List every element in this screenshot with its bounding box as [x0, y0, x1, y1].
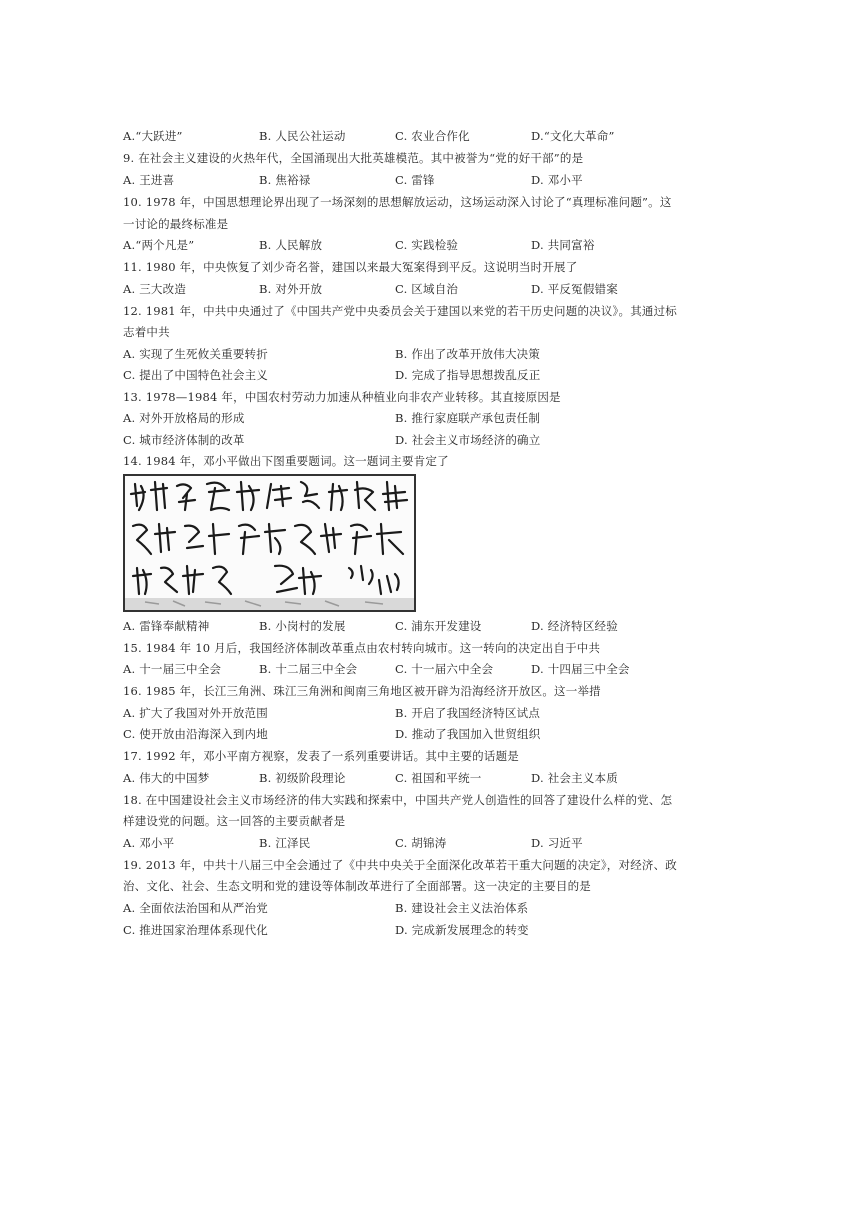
- q9-stem: 9. 在社会主义建设的火热年代，全国涌现出大批英雄模范。其中被誉为“党的好干部”的是: [123, 151, 584, 165]
- option: C. 农业合作化: [395, 129, 470, 143]
- option: D. 完成新发展理念的转变: [395, 923, 529, 937]
- option: C. 十一届六中全会: [395, 662, 494, 676]
- option: A. 全面依法治国和从严治党: [123, 901, 268, 915]
- option: D. 社会主义本质: [531, 771, 618, 785]
- option: A. 三大改造: [123, 282, 187, 296]
- option: C. 区域自治: [395, 282, 459, 296]
- option: C. 胡锦涛: [395, 836, 447, 850]
- option: A. 伟大的中国梦: [123, 771, 210, 785]
- inscription-image: [123, 474, 416, 612]
- q14-stem: 14. 1984 年，邓小平做出下图重要题词。这一题词主要肯定了: [123, 454, 449, 468]
- q17-stem: 17. 1992 年，邓小平南方视察，发表了一系列重要讲话。其中主要的话题是: [123, 749, 519, 763]
- option: C. 祖国和平统一: [395, 771, 482, 785]
- q12-stem: 12. 1981 年，中共中央通过了《中国共产党中央委员会关于建国以来党的若干历史问题的决议》。其通过标: [123, 304, 678, 318]
- option: B. 推行家庭联产承包责任制: [395, 411, 541, 425]
- option: B. 人民公社运动: [259, 129, 346, 143]
- option: C. 使开放由沿海深入到内地: [123, 727, 268, 741]
- option: D. 社会主义市场经济的确立: [395, 433, 541, 447]
- q11-stem: 11. 1980 年，中央恢复了刘少奇名誉，建国以来最大冤案得到平反。这说明当时开展了: [123, 260, 578, 274]
- q16-stem: 16. 1985 年，长江三角洲、珠江三角洲和闽南三角地区被开辟为沿海经济开放区。这一举措: [123, 684, 601, 698]
- option: B. 初级阶段理论: [259, 771, 346, 785]
- option: A. 王进喜: [123, 173, 175, 187]
- option: B. 小岗村的发展: [259, 619, 346, 633]
- option: A. 对外开放格局的形成: [123, 411, 245, 425]
- q15-stem: 15. 1984 年 10 月后，我国经济体制改革重点由农村转向城市。这一转向的决定出自于中共: [123, 641, 601, 655]
- option: A. 扩大了我国对外开放范围: [123, 706, 268, 720]
- q19-stem: 19. 2013 年，中共十八届三中全会通过了《中共中央关于全面深化改革若干重大问题的决定》，对经济、政: [123, 858, 678, 872]
- option: C. 实践检验: [395, 238, 459, 252]
- option: B. 开启了我国经济特区试点: [395, 706, 541, 720]
- option: B. 江泽民: [259, 836, 311, 850]
- q18-stem-cont: 样建设党的问题。这一回答的主要贡献者是: [123, 814, 346, 828]
- option: C. 雷锋: [395, 173, 435, 187]
- option: C. 提出了中国特色社会主义: [123, 368, 268, 382]
- option: B. 建设社会主义法治体系: [395, 901, 529, 915]
- option: D. 推动了我国加入世贸组织: [395, 727, 541, 741]
- option: D. 十四届三中全会: [531, 662, 630, 676]
- option: D.“文化大革命”: [531, 129, 615, 143]
- option: D. 平反冤假错案: [531, 282, 618, 296]
- option: D. 习近平: [531, 836, 583, 850]
- q13-stem: 13. 1978—1984 年，中国农村劳动力加速从种植业向非农产业转移。其直接原因是: [123, 390, 561, 404]
- option: D. 共同富裕: [531, 238, 595, 252]
- option: A. 邓小平: [123, 836, 175, 850]
- option: A. 雷锋奉献精神: [123, 619, 210, 633]
- option: A.“大跃进”: [123, 129, 183, 143]
- option: C. 推进国家治理体系现代化: [123, 923, 268, 937]
- q12-stem-cont: 志着中共: [123, 325, 170, 339]
- option: B. 十二届三中全会: [259, 662, 358, 676]
- option: B. 对外开放: [259, 282, 323, 296]
- option: D. 邓小平: [531, 173, 583, 187]
- q10-stem-cont: 一讨论的最终标准是: [123, 217, 229, 231]
- option: B. 作出了改革开放伟大决策: [395, 347, 541, 361]
- option: A. 十一届三中全会: [123, 662, 222, 676]
- option: B. 焦裕禄: [259, 173, 311, 187]
- calligraphy-strokes: [125, 476, 414, 610]
- q10-stem: 10. 1978 年，中国思想理论界出现了一场深刻的思想解放运动，这场运动深入讨论了“真理标准问题”。这: [123, 195, 672, 209]
- option: A.“两个凡是”: [123, 238, 195, 252]
- option: A. 实现了生死攸关重要转折: [123, 347, 268, 361]
- option: C. 浦东开发建设: [395, 619, 482, 633]
- option: C. 城市经济体制的改革: [123, 433, 245, 447]
- q19-stem-cont: 治、文化、社会、生态文明和党的建设等体制改革进行了全面部署。这一决定的主要目的是: [123, 879, 591, 893]
- option: B. 人民解放: [259, 238, 323, 252]
- q18-stem: 18. 在中国建设社会主义市场经济的伟大实践和探索中，中国共产党人创造性的回答了建设什么样的党、怎: [123, 793, 673, 807]
- option: D. 完成了指导思想拨乱反正: [395, 368, 541, 382]
- option: D. 经济特区经验: [531, 619, 618, 633]
